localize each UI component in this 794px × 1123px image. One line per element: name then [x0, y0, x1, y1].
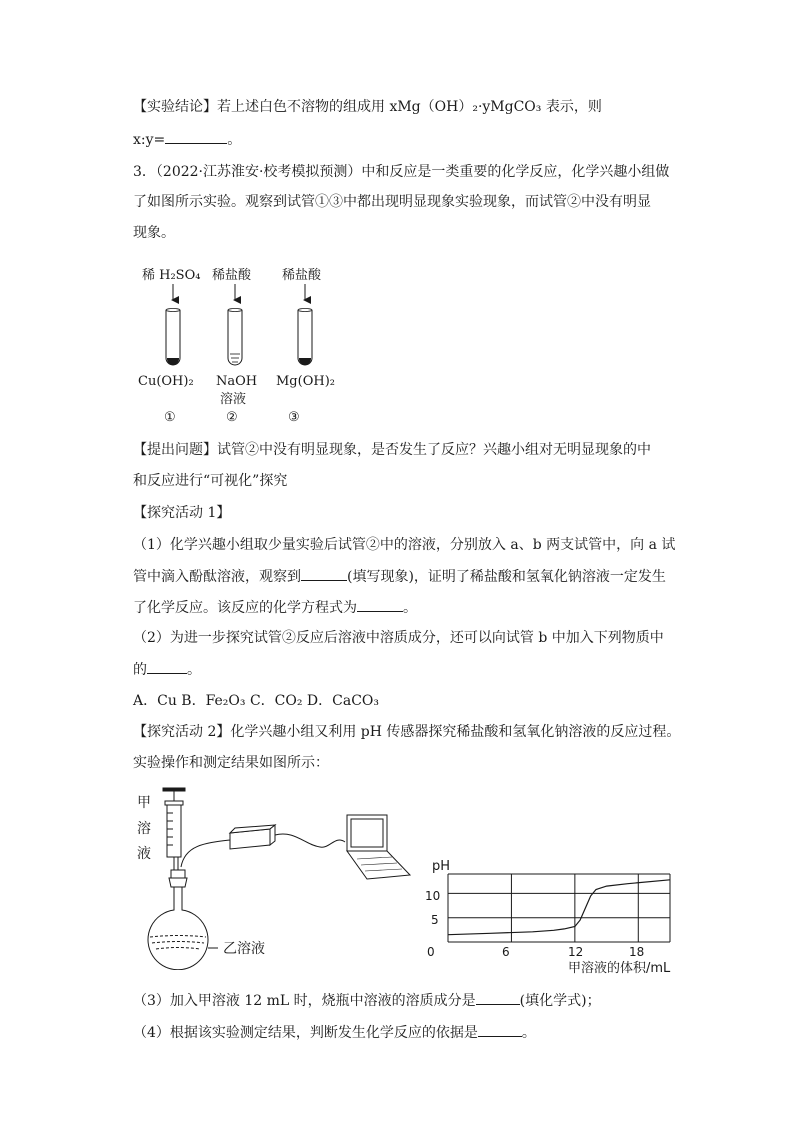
equation-blank[interactable] — [357, 597, 403, 612]
tube-2-number: ② — [226, 410, 238, 425]
part-2-line1: （2）为进一步探究试管②反应后溶液中溶质成分，还可以向试管 b 中加入下列物质中 — [133, 630, 664, 646]
ph-chart — [420, 852, 690, 982]
y-axis-label: pH — [432, 859, 451, 874]
sensor-cable — [181, 840, 230, 867]
test-tube-2 — [228, 309, 242, 365]
jia-label-3: 液 — [137, 846, 151, 862]
ph-curve — [448, 880, 670, 935]
jia-label-1: 甲 — [137, 795, 151, 811]
x-tick-6: 6 — [502, 945, 510, 959]
answer-blank[interactable] — [165, 129, 227, 144]
test-tubes-figure — [130, 258, 360, 428]
x-tick-18: 18 — [629, 945, 645, 959]
part-1-line2: 管中滴入酚酞溶液，观察到 (填写现象)，证明了稀盐酸和氢氧化钠溶液一定发生 — [133, 566, 666, 587]
tube-1-content: Cu(OH)₂ — [138, 374, 194, 389]
activity-1-header: 【探究活动 1】 — [133, 505, 231, 521]
phenomenon-blank[interactable] — [301, 566, 347, 581]
x-tick-12: 12 — [568, 945, 584, 959]
computer-cable — [275, 834, 345, 847]
options-line: A．Cu B．Fe₂O₃ C．CO₂ D．CaCO₃ — [133, 693, 380, 709]
problem-statement-2: 和反应进行“可视化”探究 — [133, 473, 288, 489]
x-axis-label: 甲溶液的体积/mL — [568, 961, 671, 976]
y-tick-10: 10 — [425, 889, 441, 903]
ratio-line: x:y= 。 — [133, 129, 241, 150]
yi-solution-label: 乙溶液 — [223, 941, 265, 957]
tube-2-content-sub: 溶液 — [220, 392, 247, 407]
problem-statement-1: 【提出问题】试管②中没有明显现象，是否发生了反应？兴趣小组对无明显现象的中 — [133, 442, 651, 458]
part-1-line1: （1）化学兴趣小组取少量实验后试管②中的溶液，分别放入 a、b 两支试管中，向 a 试 — [133, 537, 676, 553]
part-4-line: （4）根据该实验测定结果，判断发生化学反应的依据是 。 — [133, 1022, 536, 1043]
activity-2-header: 【探究活动 2】化学兴趣小组又利用 pH 传感器探究稀盐酸和氢氧化钠溶液的反应过程。 — [133, 724, 681, 740]
jia-label-2: 溶 — [137, 821, 151, 837]
solute-blank[interactable] — [476, 990, 520, 1005]
test-tube-3 — [298, 309, 312, 366]
syringe — [163, 788, 185, 870]
data-logger — [230, 825, 275, 849]
tube-3-number: ③ — [288, 410, 300, 425]
round-bottom-flask — [148, 870, 218, 970]
test-tube-1 — [166, 309, 180, 366]
tube-3-reagent: 稀盐酸 — [282, 268, 322, 283]
tube-1-reagent: 稀 H₂SO₄ — [142, 268, 201, 283]
conclusion-line: 【实验结论】若上述白色不溶物的组成用 xMg（OH）₂·yMgCO₃ 表示，则 — [133, 99, 602, 115]
substance-blank[interactable] — [147, 659, 187, 674]
part-3-line: （3）加入甲溶液 12 mL 时，烧瓶中溶液的溶质成分是 (填化学式)； — [133, 990, 601, 1011]
activity-2-line2: 实验操作和测定结果如图所示： — [133, 755, 329, 771]
laptop-icon — [347, 815, 410, 879]
y-tick-5: 5 — [431, 913, 439, 927]
question-3-header: 3．（2022·江苏淮安·校考模拟预测）中和反应是一类重要的化学反应，化学兴趣小组做 — [133, 164, 670, 180]
tube-2-content: NaOH — [216, 374, 258, 389]
tube-1-number: ① — [164, 410, 176, 425]
question-3-line3: 现象。 — [133, 225, 175, 241]
part-1-line3: 了化学反应。该反应的化学方程式为 。 — [133, 597, 417, 618]
question-3-line2: 了如图所示实验。观察到试管①③中都出现明显现象实验现象，而试管②中没有明显 — [133, 194, 651, 210]
basis-blank[interactable] — [478, 1022, 522, 1037]
tube-3-content: Mg(OH)₂ — [276, 374, 335, 389]
apparatus-figure — [135, 785, 420, 970]
tube-2-reagent: 稀盐酸 — [212, 268, 252, 283]
part-2-line2: 的 。 — [133, 659, 201, 680]
origin-label: 0 — [427, 945, 435, 959]
